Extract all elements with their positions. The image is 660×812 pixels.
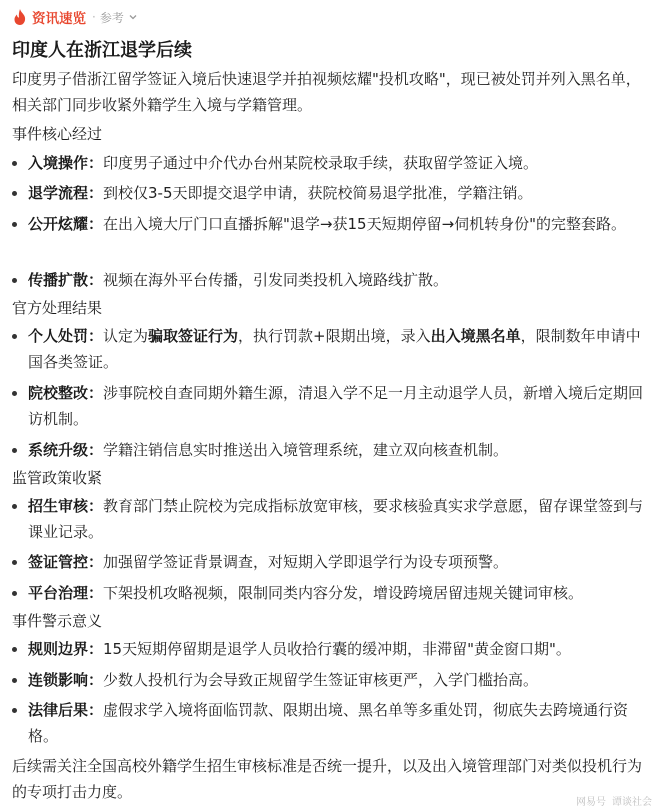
page-title: 印度人在浙江退学后续 (12, 40, 192, 61)
bullet-dot (12, 591, 17, 596)
item-text: 教育部门禁止院校为完成指标放宽审核，要求核验真实求学意愿，留存课堂签到与课业记录。 (28, 497, 644, 541)
item-text: 印度男子通过中介代办台州某院校录取手续，获取留学签证入境。 (103, 154, 539, 172)
item-text: 加强留学签证背景调查，对短期入学即退学行为设专项预警。 (103, 553, 509, 571)
item-label: 院校整改： (28, 384, 104, 402)
item-label: 法律后果： (28, 701, 104, 719)
intro-paragraph: 印度男子借浙江留学签证入境后快速退学并拍视频炫耀"投机攻略"，现已被处罚并列入黑名单，相关部门同步收紧外籍学生入境与学籍管理。 (12, 70, 641, 114)
list-item (12, 180, 648, 206)
item-text: 涉事院校自查同期外籍生源，清退入学不足一月主动退学人员，新增入境后定期回访机制。 (28, 384, 644, 428)
list-item (12, 549, 648, 575)
bullet-dot (12, 560, 17, 565)
list-item (12, 697, 648, 749)
section-title: 官方处理结果 (12, 299, 103, 317)
item-text: 在出入境大厅门口直播拆解"退学→获15天短期停留→伺机转身份"的完整套路。 (103, 215, 627, 233)
list-item (12, 211, 648, 237)
item-highlight: 骗取签证行为 (148, 327, 239, 345)
bullet-dot (12, 647, 17, 652)
header-separator: · (92, 10, 96, 24)
item-text: 学籍注销信息实时推送出入境管理系统，建立双向核查机制。 (103, 441, 509, 459)
item-label: 退学流程： (28, 184, 104, 202)
list-item (12, 380, 648, 432)
bullet-dot (12, 161, 17, 166)
flame-icon (12, 9, 28, 25)
bullet-dot (12, 391, 17, 396)
section-title: 监管政策收紧 (12, 469, 103, 487)
brand-name: 资讯速览 (32, 11, 86, 27)
item-label: 系统升级： (28, 441, 104, 459)
item-text: 15天短期停留期是退学人员收拾行囊的缓冲期，非滞留"黄金窗口期"。 (103, 640, 571, 658)
bullet-dot (12, 678, 17, 683)
reference-toggle[interactable]: 参考 (99, 10, 124, 25)
item-label: 个人处罚： (28, 327, 104, 345)
watermark (576, 793, 652, 808)
bullet-dot (12, 448, 17, 453)
bullet-dot (12, 191, 17, 196)
list-item (12, 267, 648, 293)
item-label: 签证管控： (28, 553, 104, 571)
section-title: 事件核心经过 (12, 125, 103, 143)
list-item (12, 493, 648, 545)
list-item (12, 437, 648, 463)
list-item (12, 150, 648, 176)
item-label: 传播扩散： (28, 271, 104, 289)
list-item (12, 667, 648, 693)
item-label: 公开炫耀： (28, 215, 104, 233)
section-title: 事件警示意义 (12, 612, 103, 630)
item-text: 少数人投机行为会导致正规留学生签证审核更严，入学门槛抬高。 (103, 671, 539, 689)
item-highlight: 出入境黑名单 (430, 327, 521, 345)
item-text: 到校仅3-5天即提交退学申请，获院校简易退学批准，学籍注销。 (103, 184, 533, 202)
item-label: 连锁影响： (28, 671, 104, 689)
item-label: 规则边界： (28, 640, 104, 658)
bullet-dot (12, 278, 17, 283)
watermark-author: 谭谈社会 (612, 797, 652, 808)
item-text: 虚假求学入境将面临罚款、限期出境、黑名单等多重处罚，彻底失去跨境通行资格。 (28, 701, 629, 745)
bullet-dot (12, 504, 17, 509)
app-header (12, 6, 140, 28)
list-item (12, 323, 648, 375)
item-text: ，限制数年申请中国各类签证。 (28, 327, 641, 371)
bullet-dot (12, 222, 17, 227)
bullet-dot (12, 334, 17, 339)
list-item (12, 580, 648, 606)
outro-paragraph: 后续需关注全国高校外籍学生招生审核标准是否统一提升，以及出入境管理部门对类似投机行为的专项打击力度。 (12, 757, 643, 801)
list-item (12, 636, 648, 662)
item-text: 下架投机攻略视频，限制同类内容分发，增设跨境居留违规关键词审核。 (103, 584, 584, 602)
bullet-dot (12, 708, 17, 713)
item-text: 认定为 (103, 327, 149, 345)
item-label: 入境操作： (28, 154, 104, 172)
item-label: 招生审核： (28, 497, 104, 515)
item-text: 视频在海外平台传播，引发同类投机入境路线扩散。 (103, 271, 449, 289)
chevron-down-icon[interactable] (128, 11, 140, 23)
watermark-source: 网易号 (576, 797, 606, 808)
item-label: 平台治理： (28, 584, 104, 602)
item-text: ，执行罚款+限期出境，录入 (238, 327, 431, 345)
